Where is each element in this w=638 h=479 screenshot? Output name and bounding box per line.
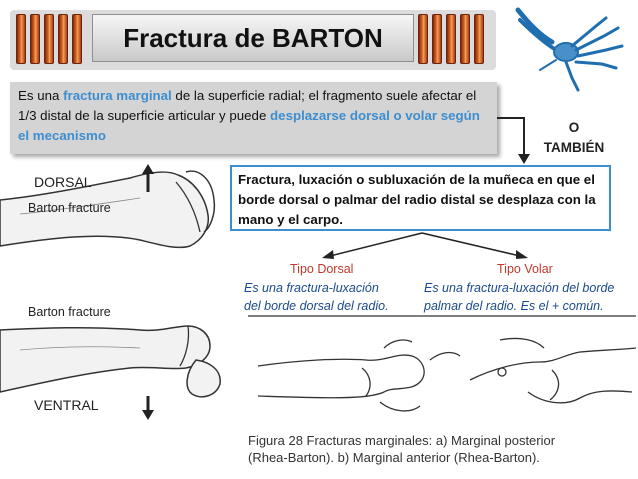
ventral-arrow-icon [142,396,154,420]
o-tambien-line1: O [568,120,580,135]
label-ventral: VENTRAL [34,397,99,413]
luxation-definition-box: Fractura, luxación o subluxación de la muñeca en que el borde dorsal o palmar del radio distal se desplaza con la mano y el carpo. [230,165,611,231]
intro-text-2: de la superficie radial; el fragmento suele afectar el 1/3 distal de la superficie articular y puede [18,88,477,123]
tipo-dorsal-title: Tipo Dorsal [290,262,354,276]
o-tambien-line2: TAMBIÉN [543,140,605,155]
figure-caption-line2: (Rhea-Barton). b) Marginal anterior (Rhea-Barton). [248,450,540,465]
marginal-fracture-sketches [248,316,636,411]
intro-text-1: Es una [18,88,64,103]
arrowhead-left [322,250,334,259]
hand-skeleton-illustration [518,10,622,90]
intro-highlight-desplazarse: desplazarse dorsal o volar según el mecanismo [18,108,480,143]
arrowhead-right [516,250,528,259]
tipo-volar-desc-line1: Es una fractura-luxación del borde [424,281,615,295]
intro-highlight-fractura-marginal: fractura marginal [63,88,172,103]
slide-title: Fractura de BARTON [123,22,383,53]
tipo-volar-desc-line2: palmar del radio. Es el + común. [424,299,604,313]
label-dorsal: DORSAL [34,174,92,190]
label-barton-fracture-bottom: Barton fracture [28,305,111,319]
tipo-dorsal-desc-line2: del borde dorsal del radio. [244,299,389,313]
figure-caption-line1: Figura 28 Fracturas marginales: a) Marginal posterior [248,433,556,448]
label-barton-fracture-top: Barton fracture [28,201,111,215]
tipo-volar-title: Tipo Volar [497,262,553,276]
branch-arrows [330,233,520,256]
figure-caption [248,432,555,466]
intro-to-tambien-arrow [497,118,530,164]
tipo-dorsal-desc-line1: Es una fractura-luxación [244,281,379,295]
